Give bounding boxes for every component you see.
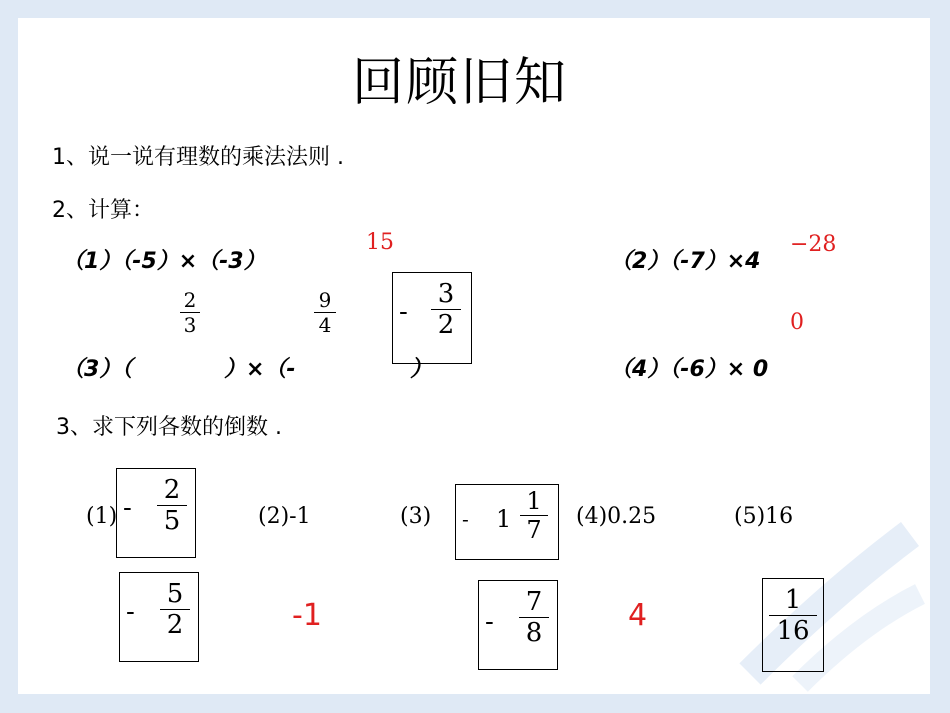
minus-sign: - — [485, 607, 494, 637]
item-1-box — [116, 468, 196, 558]
problem-1-answer: 15 — [366, 230, 394, 255]
fraction-denominator: 3 — [183, 313, 197, 337]
problem-3-fraction-1 — [180, 288, 200, 337]
fraction-denominator: 8 — [525, 618, 543, 648]
answer-3-box — [478, 580, 558, 670]
problem-1: （1）（-5）×（-3） — [62, 249, 266, 274]
answer-3-fraction — [519, 587, 549, 648]
item-1-fraction — [157, 475, 187, 536]
fraction-numerator: 9 — [318, 288, 332, 312]
answer-4: 4 — [628, 598, 648, 633]
answer-5-fraction — [769, 585, 817, 646]
fraction-numerator: 5 — [166, 579, 184, 609]
fraction-numerator: 2 — [183, 288, 197, 312]
problem-3-answer-fraction — [431, 279, 461, 340]
item-1-label: (1) — [86, 504, 118, 529]
item-2: (2)-1 — [258, 504, 311, 529]
problem-4: （4）（-6）× 0 — [610, 357, 769, 382]
fraction-numerator: 7 — [525, 587, 543, 617]
mixed-whole: 1 — [496, 505, 512, 533]
minus-sign: - — [126, 597, 135, 627]
minus-sign: - — [462, 507, 469, 531]
item-4: (4)0.25 — [576, 504, 657, 529]
minus-sign: - — [123, 493, 132, 523]
fraction-denominator: 5 — [163, 506, 181, 536]
item-3-fraction — [520, 487, 548, 544]
problem-3-fraction-2 — [314, 288, 336, 337]
problem-3-part-a: （3）（ — [62, 357, 133, 382]
fraction-denominator: 7 — [526, 516, 542, 544]
question-1: 1、说一说有理数的乘法法则 . — [52, 145, 344, 170]
item-5: (5)16 — [734, 504, 794, 529]
item-3-box — [455, 484, 559, 560]
problem-3-answer-box — [392, 272, 472, 364]
fraction-denominator: 2 — [166, 610, 184, 640]
fraction-numerator: 2 — [163, 475, 181, 505]
fraction-numerator: 3 — [437, 279, 455, 309]
problem-3-part-c: ） — [410, 357, 433, 382]
answer-2: -1 — [292, 598, 322, 633]
answer-1-box — [119, 572, 199, 662]
answer-5-box — [762, 578, 824, 672]
problem-4-answer: 0 — [790, 310, 804, 335]
problem-2: （2）（-7）×4 — [610, 249, 761, 274]
answer-1-fraction — [160, 579, 190, 640]
fraction-numerator: 1 — [784, 585, 802, 615]
problem-2-answer: −28 — [790, 232, 837, 257]
fraction-numerator: 1 — [526, 487, 542, 515]
item-3-label: (3) — [400, 504, 432, 529]
fraction-denominator: 4 — [318, 313, 332, 337]
minus-sign: - — [399, 297, 408, 327]
page-title: 回顾旧知 — [352, 53, 569, 113]
question-3: 3、求下列各数的倒数 . — [56, 415, 282, 440]
fraction-denominator: 2 — [437, 310, 455, 340]
fraction-denominator: 16 — [776, 616, 810, 646]
question-2: 2、计算： — [52, 198, 154, 223]
problem-3-part-b: ）×（- — [224, 357, 296, 382]
